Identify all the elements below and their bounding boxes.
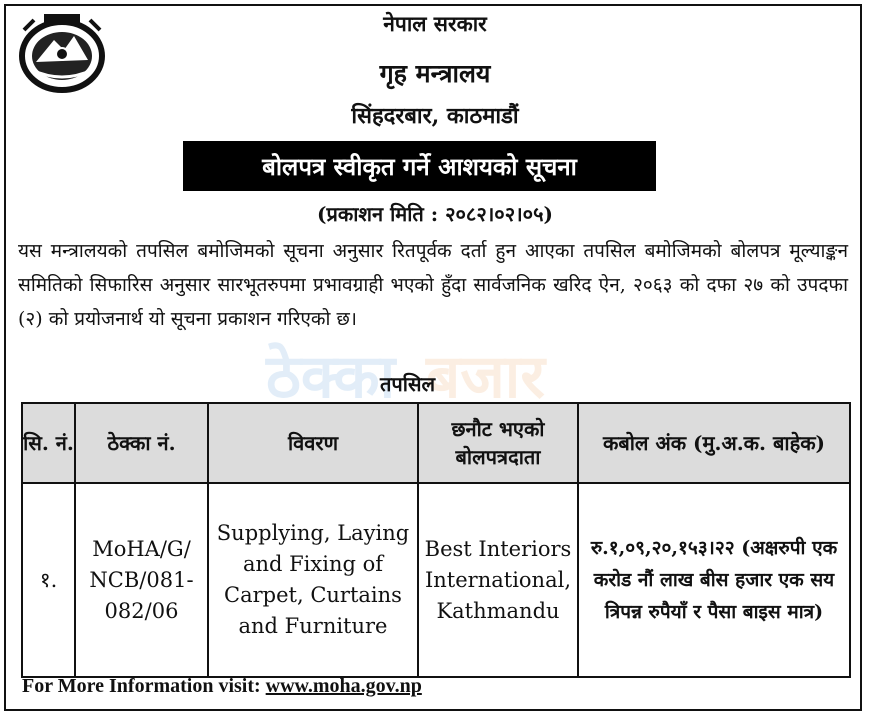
footer-label: For More Information visit: (22, 675, 261, 697)
table-row (22, 483, 850, 677)
bid-table (21, 402, 851, 678)
cell-amount: रु.१,०९,२०,१५३।२२ (अक्षरुपी एक करोड नौं लाख बीस हजार एक सय त्रिपन्न रुपैयाँ र पैसा बाइस मात्र) (578, 483, 850, 677)
ministry-location: सिंहदरबार, काठमाडौं (351, 103, 519, 129)
schedule-label: तपसिल (380, 372, 436, 396)
ministry-name: गृह मन्त्रालय (379, 59, 491, 88)
column-header-bidder: छनौट भएको बोलपत्रदाता (418, 403, 578, 483)
column-header-amount: कबोल अंक (मु.अ.क. बाहेक) (578, 403, 850, 483)
column-header-description: विवरण (208, 403, 418, 483)
table-header-row (22, 403, 850, 483)
watermark-part-1: ठेक्का (266, 342, 396, 412)
cell-contract-no: MoHA/G/ NCB/081- 082/06 (75, 483, 208, 677)
government-name: नेपाल सरकार (383, 11, 487, 36)
cell-sn: १. (22, 483, 75, 677)
cell-bidder: Best Interiors International, Kathmandu (418, 483, 578, 677)
notice-body: यस मन्त्रालयको तपसिल बमोजिमको सूचना अनुसार रितपूर्वक दर्ता हुन आएका तपसिल बमोजिमको बोलपत्र मूल्याङ्कन समितिको सिफारिस अनुसार सारभूतरुपमा प्रभावग्राही भएको हुँदा सार्वजनिक खरिद ऐन, २०६३ को दफा २७ को उपदफा (२) को प्रयोजनार्थ यो सूचना प्रकाशन गरिएको छ। (18, 240, 848, 330)
publication-date: (प्रकाशन मिति : २०८२।०२।०५) (317, 202, 553, 226)
watermark-part-2: बजार (426, 342, 545, 412)
footer (22, 675, 422, 698)
cell-description: Supplying, Laying and Fixing of Carpet, Curtains and Furniture (208, 483, 418, 677)
column-header-sn: सि. नं. (22, 403, 75, 483)
column-header-contract-no: ठेक्का नं. (75, 403, 208, 483)
ministry-website-link[interactable]: www.moha.gov.np (265, 675, 422, 697)
notice-title: बोलपत्र स्वीकृत गर्ने आशयको सूचना (183, 141, 656, 191)
